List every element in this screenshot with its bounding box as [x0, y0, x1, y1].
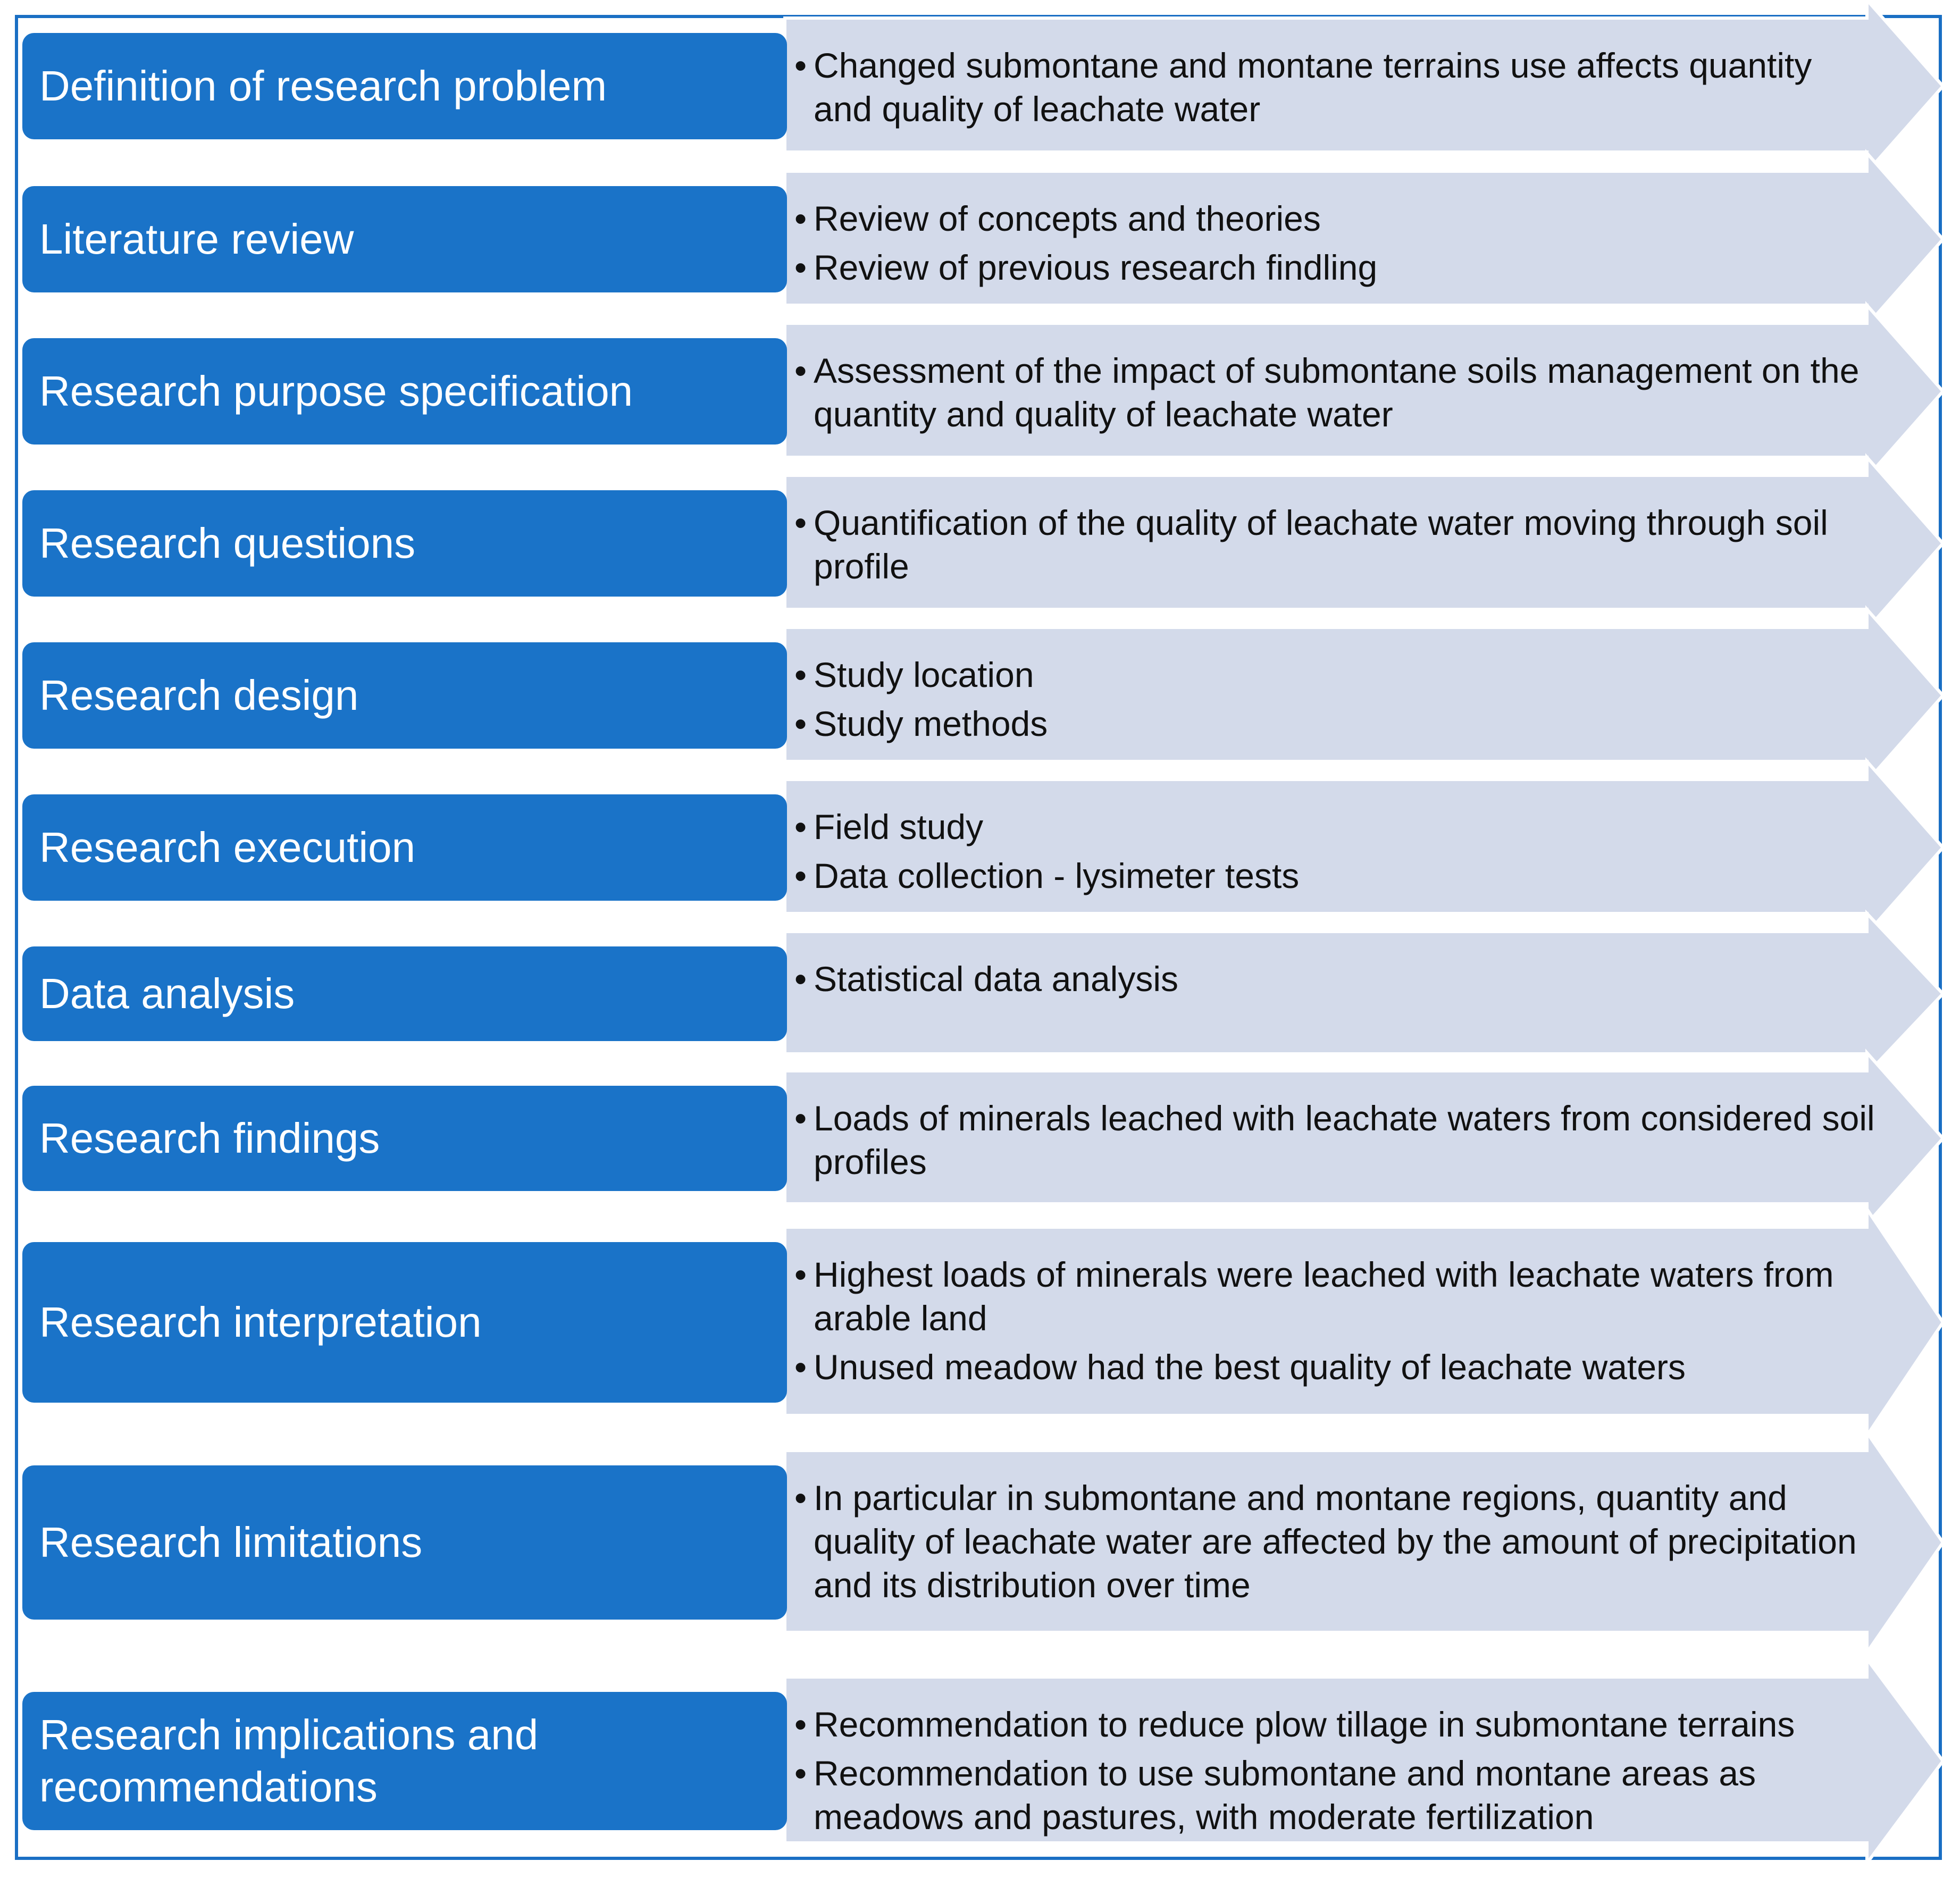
bullet-item [794, 653, 1876, 697]
step-bullets [791, 1086, 1876, 1191]
bullet-item [794, 1751, 1876, 1839]
bullet-text: Loads of minerals leached with leachate waters from considered soil profiles [814, 1099, 1875, 1181]
flow-step [0, 1086, 1960, 1191]
step-label: Data analysis [39, 970, 295, 1018]
bullet-item [794, 349, 1876, 436]
step-label-box [22, 1242, 787, 1403]
bullet-item [794, 854, 1876, 898]
flow-step [0, 186, 1960, 292]
flow-step [0, 1242, 1960, 1403]
step-label-box [22, 794, 787, 901]
bullet-text: Review of previous research findling [814, 248, 1378, 287]
bullet-text: Study location [814, 655, 1034, 694]
bullet-dot-icon: • [794, 1099, 807, 1138]
step-bullets [791, 946, 1876, 1041]
bullet-text: In particular in submontane and montane regions, quantity and quality of leachate water are affected by the amount of precipitation and its distribution over time [814, 1478, 1857, 1605]
bullet-dot-icon: • [794, 856, 807, 895]
step-label: Research execution [39, 824, 416, 871]
bullet-dot-icon: • [794, 351, 807, 390]
step-label-box [22, 33, 787, 139]
bullet-dot-icon: • [794, 1255, 807, 1294]
bullet-item [794, 1703, 1876, 1746]
bullet-text: Recommendation to use submontane and montane areas as meadows and pastures, with moderate fertilization [814, 1754, 1756, 1837]
bullet-item [794, 957, 1876, 1001]
bullet-item [794, 501, 1876, 588]
bullet-item [794, 1096, 1876, 1184]
bullet-text: Quantification of the quality of leachate water moving through soil profile [814, 503, 1828, 586]
flow-step [0, 794, 1960, 901]
bullet-text: Recommendation to reduce plow tillage in submontane terrains [814, 1705, 1795, 1744]
bullet-text: Highest loads of minerals were leached with leachate waters from arable land [814, 1255, 1834, 1338]
step-label-box [22, 1692, 787, 1830]
flow-step [0, 33, 1960, 139]
bullet-text: Data collection - lysimeter tests [814, 856, 1300, 895]
step-label: Research limitations [39, 1519, 423, 1566]
bullet-item [794, 1253, 1876, 1340]
flow-step [0, 1465, 1960, 1620]
step-label-box [22, 1465, 787, 1620]
step-bullets [791, 1242, 1876, 1403]
step-label-box [22, 642, 787, 749]
flow-step [0, 1692, 1960, 1837]
bullet-item [794, 246, 1876, 289]
bullet-dot-icon: • [794, 655, 807, 694]
bullet-item [794, 197, 1876, 240]
flow-step [0, 490, 1960, 597]
bullet-dot-icon: • [794, 1754, 807, 1793]
step-label-box [22, 946, 787, 1041]
bullet-item [794, 1476, 1876, 1607]
bullet-dot-icon: • [794, 959, 807, 999]
bullet-text: Statistical data analysis [814, 959, 1179, 999]
step-label: Research implications and recommendations [39, 1711, 539, 1810]
bullet-item [794, 805, 1876, 849]
bullet-item [794, 44, 1876, 131]
bullet-dot-icon: • [794, 503, 807, 542]
bullet-dot-icon: • [794, 1705, 807, 1744]
bullet-text: Changed submontane and montane terrains use affects quantity and quality of leachate water [814, 46, 1812, 129]
step-bullets [791, 1465, 1876, 1620]
step-bullets [791, 642, 1876, 749]
step-bullets [791, 33, 1876, 139]
bullet-dot-icon: • [794, 704, 807, 743]
flow-step [0, 946, 1960, 1041]
step-label-box [22, 338, 787, 445]
bullet-dot-icon: • [794, 1478, 807, 1518]
step-label: Research findings [39, 1114, 380, 1162]
step-bullets [791, 186, 1876, 292]
bullet-text: Unused meadow had the best quality of leachate waters [814, 1347, 1686, 1387]
step-label: Research interpretation [39, 1298, 482, 1346]
bullet-text: Assessment of the impact of submontane soils management on the quantity and quality of leachate water [814, 351, 1860, 434]
step-label: Research design [39, 672, 359, 719]
step-bullets [791, 794, 1876, 901]
flow-step [0, 338, 1960, 445]
bullet-dot-icon: • [794, 199, 807, 238]
flow-step [0, 642, 1960, 749]
step-bullets [791, 338, 1876, 445]
bullet-dot-icon: • [794, 46, 807, 85]
bullet-item [794, 702, 1876, 745]
bullet-dot-icon: • [794, 248, 807, 287]
step-label: Research purpose specification [39, 367, 633, 415]
bullet-item [794, 1345, 1876, 1389]
step-label: Definition of research problem [39, 62, 607, 110]
step-label: Research questions [39, 519, 416, 567]
bullet-text: Field study [814, 807, 984, 846]
bullet-text: Review of concepts and theories [814, 199, 1321, 238]
bullet-text: Study methods [814, 704, 1048, 743]
step-label-box [22, 490, 787, 597]
step-bullets [791, 1692, 1876, 1837]
step-label-box [22, 186, 787, 292]
step-bullets [791, 490, 1876, 597]
step-label: Literature review [39, 215, 354, 263]
step-label-box [22, 1086, 787, 1191]
bullet-dot-icon: • [794, 1347, 807, 1387]
bullet-dot-icon: • [794, 807, 807, 846]
